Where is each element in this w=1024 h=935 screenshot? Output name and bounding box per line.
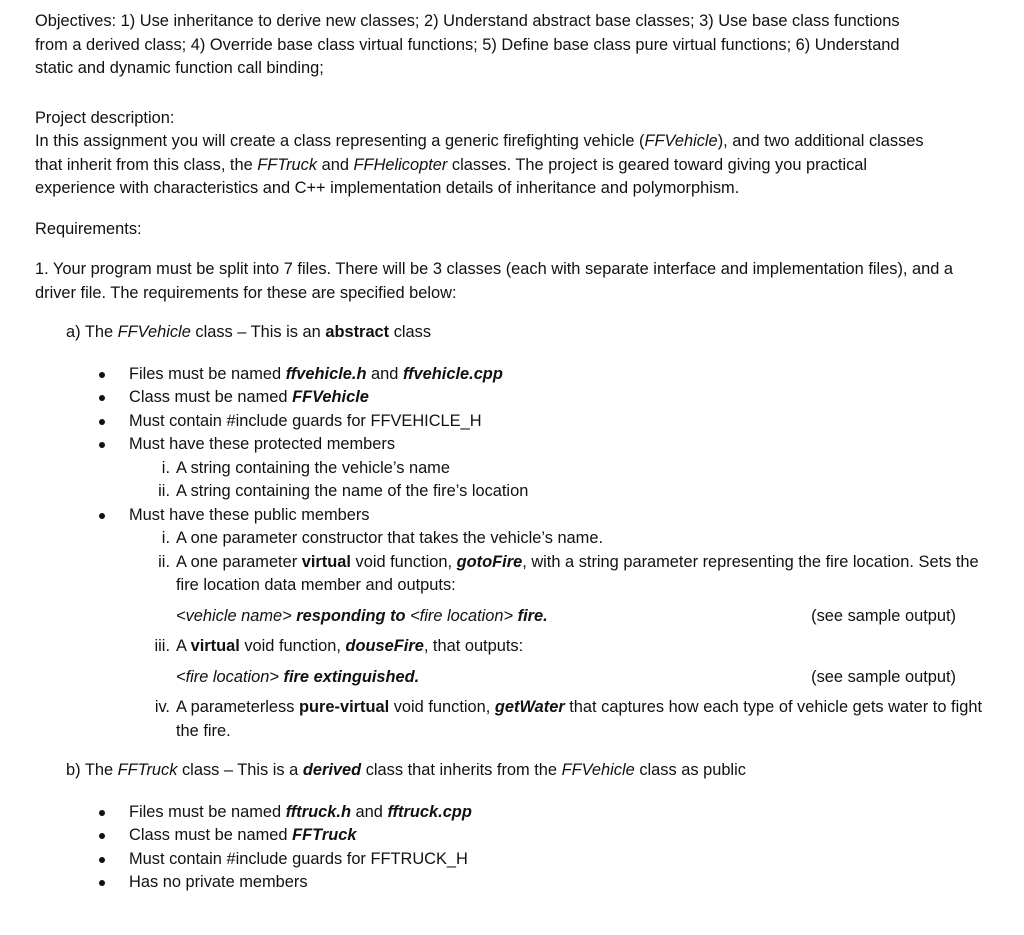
bullet-text: Files must be named — [129, 364, 286, 383]
section-b-post2: class as public — [634, 761, 746, 779]
list-item — [95, 824, 995, 848]
protected-members-list — [144, 457, 995, 504]
output-placeholder: <fire location> — [176, 667, 279, 686]
section-a-class: FFVehicle — [117, 323, 191, 341]
list-item — [95, 386, 995, 410]
roman-numeral: iii. — [154, 637, 170, 655]
ffvehicle-term: FFVehicle — [644, 132, 718, 150]
bullet-icon — [99, 419, 105, 425]
bullet-text: Must have these public members — [129, 505, 370, 524]
list-text: A one parameter — [176, 552, 302, 571]
list-text: A string containing the vehicle’s name — [176, 458, 450, 477]
bullet-text: and — [366, 364, 403, 383]
sample-output-note: (see sample output) — [811, 667, 956, 686]
desc-text-3: and — [317, 155, 354, 174]
sample-output-line — [176, 605, 956, 629]
bullet-text: and — [350, 802, 388, 821]
bullet-icon — [99, 372, 105, 378]
keyword: pure-virtual — [299, 698, 390, 716]
filename-cpp: fftruck.cpp — [387, 802, 472, 821]
list-item — [144, 457, 995, 481]
desc-text-2: ), and two additional classes that inherit from this class, the — [35, 132, 924, 174]
objectives-paragraph: Objectives: 1) Use inheritance to derive new classes; 2) Understand abstract base classes; 3) Use base class functions from a derived class; 4) Override base class virtual functions; 5) Define base class pure virtual functions; 6) Understand static and dynamic function call binding; — [35, 12, 900, 77]
requirement-item-1: 1. Your program must be split into 7 files. There will be 3 classes (each with separate interface and implementation files), and a driver file. The requirements for these are specified below: — [35, 260, 954, 302]
bullet-icon — [99, 395, 105, 401]
desc-text-1: In this assignment you will create a class representing a generic firefighting vehicle ( — [35, 132, 645, 150]
section-b-class: FFTruck — [117, 761, 178, 779]
bullet-icon — [99, 513, 105, 519]
bullet-text: Has no private members — [129, 873, 308, 891]
list-item — [95, 871, 995, 895]
project-description-heading: Project description: — [35, 108, 175, 127]
section-a-bullets — [95, 363, 995, 744]
list-item — [95, 801, 995, 825]
bullet-icon — [99, 857, 105, 863]
section-b-pre: b) The — [66, 761, 118, 779]
function-name: douseFire — [345, 637, 424, 655]
section-b-mid: class – This is a — [177, 761, 303, 779]
section-a-keyword: abstract — [325, 323, 390, 341]
output-text: fire extinguished. — [278, 667, 420, 686]
output-placeholder: <vehicle name> — [176, 606, 292, 625]
document-page — [35, 10, 995, 895]
section-a-mid: class – This is an — [190, 323, 326, 341]
bullet-text: Class must be named — [129, 826, 293, 844]
list-item — [144, 480, 995, 504]
filename-h: ffvehicle.h — [285, 364, 367, 383]
list-item — [95, 433, 995, 504]
filename-h: fftruck.h — [285, 802, 351, 821]
keyword: virtual — [301, 552, 351, 571]
keyword: virtual — [190, 637, 240, 655]
bullet-text: Must contain #include guards for FFTRUCK_H — [129, 849, 468, 868]
sample-output-line — [176, 666, 956, 690]
output-placeholder: <fire location> — [410, 606, 514, 625]
list-text: void function, — [389, 698, 495, 716]
list-item — [144, 551, 995, 629]
requirements-heading: Requirements: — [35, 219, 142, 238]
function-name: gotoFire — [456, 552, 523, 571]
bullet-icon — [99, 833, 105, 839]
list-item — [144, 635, 995, 689]
desc-text-4: classes. The project is geared toward giving you practical experience with characteristics and C++ implementation details of inheritance and polymorphism. — [35, 155, 868, 197]
public-members-list — [144, 527, 995, 743]
section-a-heading — [66, 321, 995, 345]
class-name: FFVehicle — [292, 388, 369, 406]
list-text: A parameterless — [176, 698, 299, 716]
section-b-post1: class that inherits from the — [361, 761, 562, 779]
roman-numeral: i. — [161, 529, 170, 547]
fftruck-term: FFTruck — [257, 155, 318, 174]
roman-numeral: ii. — [158, 552, 170, 571]
list-text: , with a string parameter representing the fire location. Sets the fire location data member and outputs: — [176, 552, 979, 594]
output-text: fire. — [513, 606, 548, 625]
project-description-paragraph — [35, 130, 950, 201]
ffhelicopter-term: FFHelicopter — [353, 155, 448, 174]
list-text: A one parameter constructor that takes the vehicle’s name. — [176, 529, 603, 547]
filename-cpp: ffvehicle.cpp — [402, 364, 503, 383]
roman-numeral: ii. — [158, 482, 170, 500]
list-item — [144, 527, 995, 551]
bullet-text: Files must be named — [129, 802, 286, 821]
list-text: A string containing the name of the fire’s location — [176, 482, 529, 500]
list-text: that captures how each type of vehicle gets water to fight the fire. — [176, 698, 982, 740]
bullet-text: Must have these protected members — [129, 435, 396, 453]
roman-numeral: i. — [161, 458, 170, 477]
output-text: responding to — [291, 606, 411, 625]
section-a-pre: a) The — [66, 323, 118, 341]
list-item — [95, 410, 995, 434]
list-item — [95, 848, 995, 872]
sample-output-note: (see sample output) — [811, 606, 956, 625]
section-b-base: FFVehicle — [561, 761, 635, 779]
list-text: void function, — [350, 552, 457, 571]
list-text: , that outputs: — [423, 637, 524, 655]
bullet-text: Must contain #include guards for FFVEHICLE_H — [129, 411, 482, 430]
list-text: void function, — [239, 637, 346, 655]
bullet-icon — [99, 810, 105, 816]
function-name: getWater — [494, 698, 565, 716]
roman-numeral: iv. — [154, 698, 170, 716]
section-b-heading — [66, 759, 995, 783]
list-item — [95, 504, 995, 744]
list-text: A — [176, 637, 191, 655]
section-b-bullets — [95, 801, 995, 895]
list-item — [95, 363, 995, 387]
class-name: FFTruck — [292, 826, 357, 844]
bullet-text: Class must be named — [129, 388, 293, 406]
bullet-icon — [99, 880, 105, 886]
list-item — [144, 696, 995, 743]
section-b-keyword: derived — [302, 761, 362, 779]
bullet-icon — [99, 442, 105, 448]
section-a-post: class — [389, 323, 432, 341]
